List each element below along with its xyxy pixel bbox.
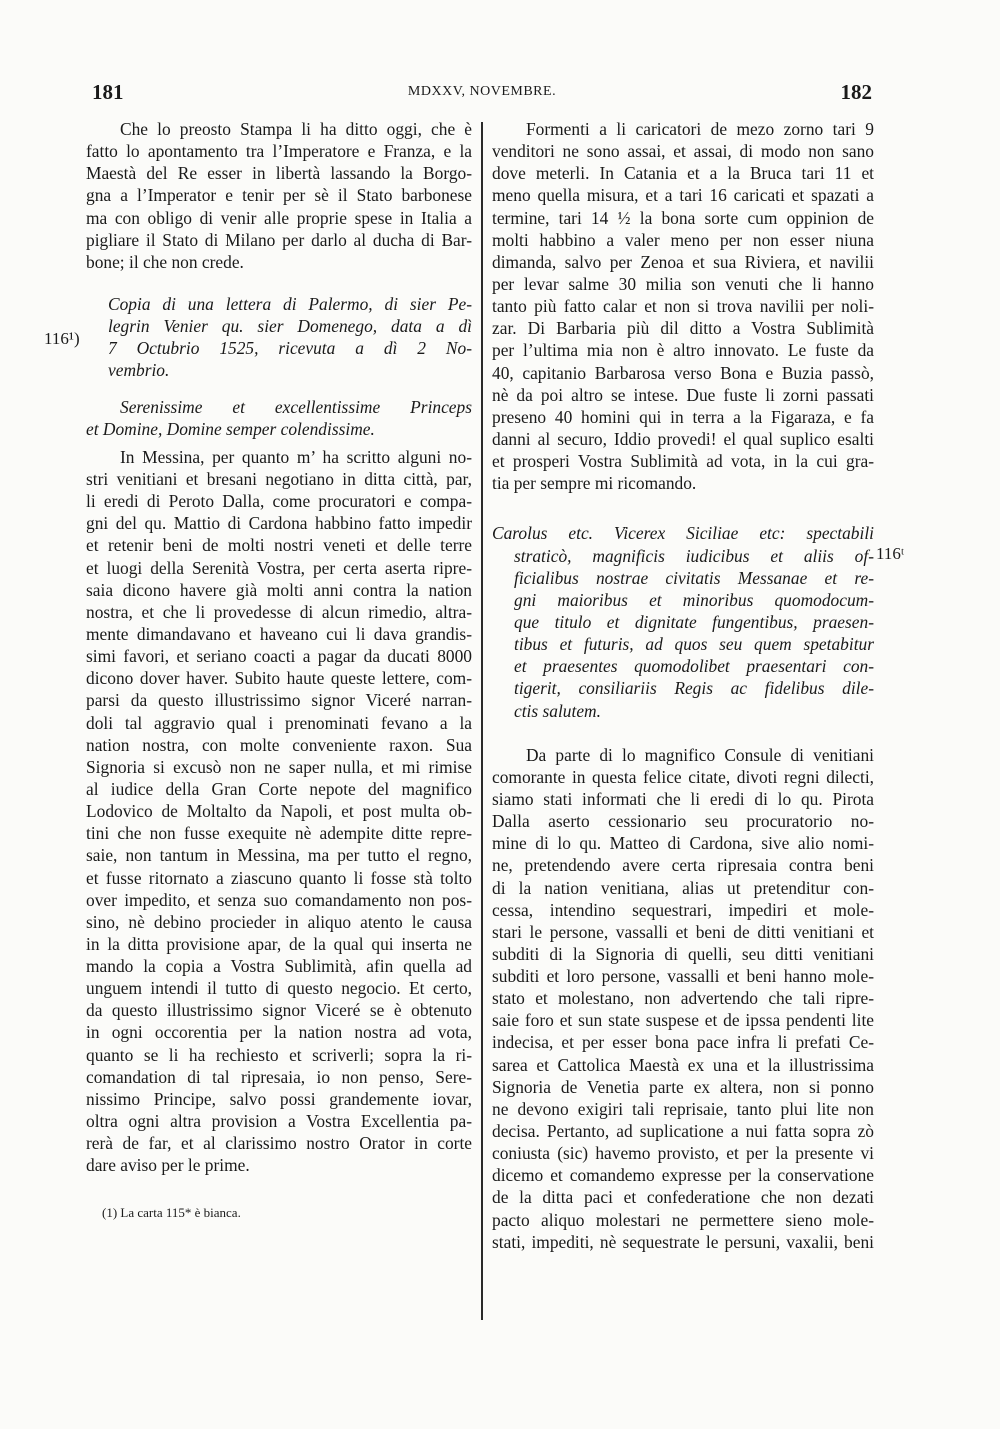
- margin-folio-left: 116¹): [44, 329, 80, 348]
- salutation-line: Serenissime et excellentissime Princeps: [120, 396, 472, 417]
- text-line: stati, impediti, nè sequestrate le persuni, vaxalii, beni: [492, 1231, 874, 1252]
- text-line: doli tal aggravio qual i prenominati fevano a la: [86, 712, 472, 733]
- decree-preamble: [492, 522, 874, 721]
- text-line: mando la copia a Vostra Sublimità, afin quella ad: [86, 956, 472, 977]
- text-line: molti habbino a valer meno per non esser niuna: [492, 229, 874, 250]
- heading-line: vembrio.: [108, 360, 170, 381]
- text-line: siamo stati informati che li eredi di lo qu. Pirota: [492, 788, 874, 809]
- decree-line: straticò, magnificis iudicibus et aliis of-: [514, 545, 874, 566]
- text-line: meno quella misura, et a tari 16 caricati et spazati a: [492, 185, 874, 206]
- text-line: tanto più fatto calar et non si trova navilii per noli-: [492, 296, 874, 317]
- text-line: comandation di tal ripresaia, io non penso, Sere-: [86, 1066, 472, 1087]
- text-line: sarea et Cattolica Maestà ex una et la illustrissima: [492, 1054, 874, 1075]
- text-line: pigliare il Stato di Milano per darlo al ducha di Bar-: [86, 229, 472, 250]
- text-line: stri venitiani et bresani negotiano in ditta città, par,: [86, 468, 472, 489]
- heading-line: Copia di una lettera di Palermo, di sier Pe-: [108, 293, 472, 314]
- text-line: subditi et loro persone, vassalli et beni hanno mole-: [492, 966, 874, 987]
- decree-line: tigerit, consiliariis Regis ac fidelibus dile-: [514, 678, 874, 699]
- text-line: dicono dover haver. Subito haute queste lettere, com-: [86, 668, 472, 689]
- heading-line: 7 Octubrio 1525, ricevuta a dì 2 No-: [108, 338, 472, 359]
- decree-line: et praesentes quomodolibet praesentari con-: [514, 656, 874, 677]
- text-line: oltra ogni altra provision a Vostra Excellentia pa-: [86, 1111, 472, 1132]
- text-line: decisa. Pertanto, ad suplicatione a nui fatta sopra zò: [492, 1121, 874, 1142]
- text-line: et fusse ritornato a ziascuno quanto li fosse stà tolto: [86, 867, 472, 888]
- text-line: tini che non fusse exequite nè adempite ditte repre-: [86, 823, 472, 844]
- text-line: Dalla aserto cessionario seu procuratorio no-: [492, 811, 874, 832]
- text-line: Formenti a li caricatori de mezo zorno tari 9: [526, 119, 874, 139]
- decree-line: ctis salutem.: [514, 700, 601, 721]
- decree-line: gni maioribus et minoribus quomodocum-: [514, 589, 874, 610]
- text-line: mente dimandavano et haveano cui li dava grandis-: [86, 623, 472, 644]
- text-line: et prosperi Vostra Sublimità ad vota, in la cui gra-: [492, 451, 874, 472]
- heading-line: legrin Venier qu. sier Domenego, data a dì: [108, 316, 472, 337]
- text-line: comorante in questa felice citate, divoti regni dilecti,: [492, 766, 874, 787]
- text-line: da questo illustrissimo signor Viceré se è obtenuto: [86, 1000, 472, 1021]
- opening-paragraph: [86, 118, 472, 273]
- text-line: rerà de far, et al clarissimo nostro Orator in corte: [86, 1133, 472, 1154]
- text-line: li eredi di Peroto Dalla, come procuratori e compa-: [86, 491, 472, 512]
- text-line: unguem intendi il tutto di questo negocio. Et certo,: [86, 978, 472, 999]
- footnote: (1) La carta 115* è bianca.: [102, 1205, 241, 1221]
- text-line: et luogi della Serenità Vostra, per certa aserta ripre-: [86, 557, 472, 578]
- text-line: nostra, et che li provedesse di alcun rimedio, altra-: [86, 601, 472, 622]
- text-line: cessa, intendino sequestrari, impediri et mole-: [492, 899, 874, 920]
- text-line: indecisa, et per esser bona pace infra li prefati Ce-: [492, 1032, 874, 1053]
- text-line: dicemo et comandemo expresse per la conservatione: [492, 1165, 874, 1186]
- market-paragraph: [492, 118, 874, 494]
- text-line: ma con obligo di venir alle proprie spese in Italia a: [86, 207, 472, 228]
- text-line: de la ditta paci et confederatione che non dezati: [492, 1187, 874, 1208]
- text-line: termine, tari 14 ½ la bona sorte cum oppinion de: [492, 207, 874, 228]
- text-line: quanto se li ha rechiesto et scriverli; sopra la ri-: [86, 1044, 472, 1065]
- text-line: over impedito, et senza suo comandamento non pos-: [86, 889, 472, 910]
- text-line: 40, capitanio Barbarosa verso Bona e Buzia passò,: [492, 362, 874, 383]
- letter-heading: [86, 293, 472, 382]
- text-line: venditori ne sono assai, et assai, di modo non sano: [492, 141, 874, 162]
- salutation: [86, 396, 472, 440]
- text-line: stato et molestano, non advertendo che tali ripre-: [492, 988, 874, 1009]
- text-line: parsi da questo illustrissimo signor Viceré narran-: [86, 690, 472, 711]
- text-line: ne, pretendendo avere certa ripresaia contra beni: [492, 855, 874, 876]
- text-line: saie, non tantum in Messina, ma per tutto el regno,: [86, 845, 472, 866]
- text-line: nissimo Principe, salvo possi grandemente iovar,: [86, 1088, 472, 1109]
- text-line: gna a l’Imperator e tenir per sè il Stato barbonese: [86, 185, 472, 206]
- page-header: [92, 80, 872, 110]
- margin-folio-right: 116ᵗ: [876, 544, 905, 563]
- text-line: dimanda, salvo per Zenoa et sua Riviera, et navilii: [492, 251, 874, 272]
- text-line: mine di lo qu. Matteo di Cardona, sive alio nomi-: [492, 833, 874, 854]
- text-line: al iudice della Gran Corte nepote del magnifico: [86, 778, 472, 799]
- right-column: [492, 118, 874, 1253]
- text-line: di la nation venitiana, alias ut pretenditur con-: [492, 877, 874, 898]
- text-line: in ogni occorentia per la nation nostra ad vota,: [86, 1022, 472, 1043]
- text-line: nation nostra, con molte conveniente raxon. Sua: [86, 734, 472, 755]
- text-line: subditi di la Signoria di quelli, seu ditti venitiani: [492, 943, 874, 964]
- text-line: danni al securo, Iddio provedi! el qual suplico esalti: [492, 428, 874, 449]
- text-line: bone; il che non crede.: [86, 251, 244, 272]
- running-title: MDXXV, NOVEMBRE.: [407, 84, 557, 99]
- column-divider: [481, 122, 483, 1320]
- text-line: fatto lo apontamento tra l’Imperatore e Franza, e la: [86, 141, 472, 162]
- decree-line: tibus et futuris, ad quos seu quem spetabitur: [514, 634, 874, 655]
- text-line: dove meterli. In Catania et a la Bruca tari 11 et: [492, 163, 874, 184]
- text-line: stari le persone, vassalli et beni de ditti venitiani et: [492, 921, 874, 942]
- decree-line: Carolus etc. Vicerex Siciliae etc: spectabili: [492, 523, 874, 544]
- text-line: dare aviso per le prime.: [86, 1155, 250, 1176]
- text-line: per l’ultima mia non è altro innovato. Le fuste da: [492, 340, 874, 361]
- text-line: saie foro et sun state suspese et de ipssa pendenti lite: [492, 1010, 874, 1031]
- letter-body: [86, 446, 472, 1177]
- text-line: nè da poi altro se intese. Due fuste li zorni passati: [492, 384, 874, 405]
- text-line: zar. Di Barbaria più dil ditto a Vostra Sublimità: [492, 318, 874, 339]
- salutation-line: et Domine, Domine semper colendissime.: [86, 418, 375, 439]
- text-line: Lodovico de Moltalto da Napoli, et post multa ob-: [86, 801, 472, 822]
- decree-line: que titulo et dignitate fungentibus, praesen-: [514, 611, 874, 632]
- text-line: In Messina, per quanto m’ ha scritto alguni no-: [120, 446, 472, 467]
- text-line: tia per sempre mi ricomando.: [492, 473, 697, 494]
- text-line: sino, nè debino procieder in aliquo atento le causa: [86, 911, 472, 932]
- text-line: simi favori, et seriano coacti a pagar da ducati 8000: [86, 646, 472, 667]
- decree-line: ficialibus nostrae civitatis Messanae et re-: [514, 567, 874, 588]
- text-line: gni del qu. Mattio di Cardona habbino fatto impedir: [86, 513, 472, 534]
- left-page-number: 181: [92, 80, 124, 104]
- decree-body: [492, 744, 874, 1253]
- text-line: saia dicono havere già molti anni contra la nation: [86, 579, 472, 600]
- text-line: Signoria si excusò non ne saper nulla, et mi rimise: [86, 756, 472, 777]
- text-line: et retenir beni de molti nostri veneti et delle terre: [86, 535, 472, 556]
- text-line: per levar salme 30 milia son venuti che li hanno: [492, 273, 874, 294]
- text-line: Signoria de Venetia parte ex altera, non si ponno: [492, 1076, 874, 1097]
- text-line: pacto aliquo molestari ne permettere sieno mole-: [492, 1209, 874, 1230]
- left-column: [86, 118, 472, 1225]
- text-line: preseno 40 homini qui in terra a la Figaraza, e fa: [492, 406, 874, 427]
- text-line: Che lo preosto Stampa li ha ditto oggi, che è: [120, 119, 472, 139]
- text-line: coniusta (sic) havemo provisto, et per la presente vi: [492, 1143, 874, 1164]
- text-line: Maestà del Re esser in libertà lassando la Borgo-: [86, 163, 472, 184]
- text-line: in la ditta provisione apar, de la qual qui inserta ne: [86, 933, 472, 954]
- right-page-number: 182: [840, 80, 872, 104]
- text-line: ne devono exigiri tali reprisaie, tanto plui lite non: [492, 1098, 874, 1119]
- text-line: Da parte di lo magnifico Consule di venitiani: [526, 744, 874, 765]
